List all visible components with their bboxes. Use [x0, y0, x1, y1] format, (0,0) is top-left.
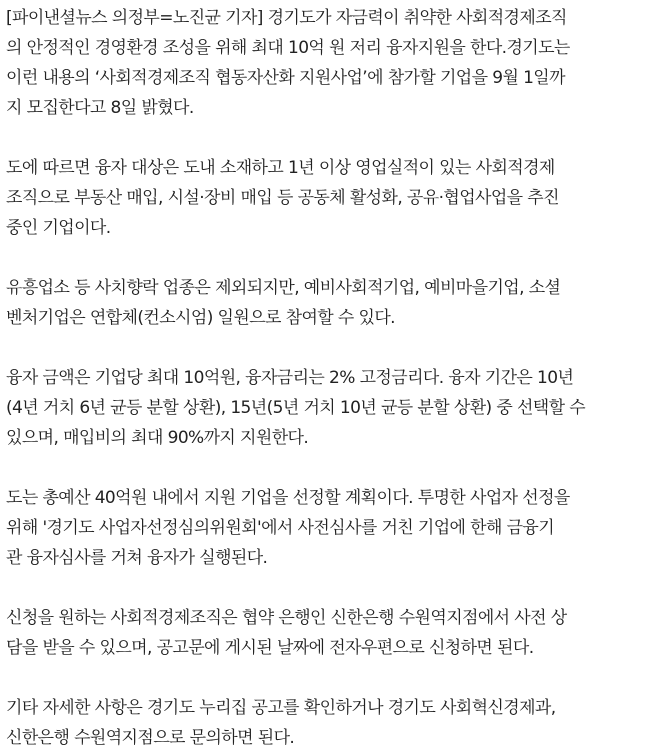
paragraph-loan-terms: [6, 363, 659, 453]
text-line: 이런 내용의 ‘사회적경제조직 협동자산화 지원사업’에 참가할 기업을 9월 1일까: [6, 68, 565, 88]
text-line: 의 안정적인 경영환경 조성을 위해 최대 10억 원 저리 융자지원을 한다.경기도는: [6, 38, 570, 58]
text-line: 도에 따르면 융자 대상은 도내 소재하고 1년 이상 영업실적이 있는 사회적경제: [6, 158, 555, 178]
text-line: 있으며, 매입비의 최대 90%까지 지원한다.: [6, 428, 309, 448]
text-line: 벤처기업은 연합체(컨소시엄) 일원으로 참여할 수 있다.: [6, 308, 395, 328]
text-line: 담을 받을 수 있으며, 공고문에 게시된 날짜에 전자우편으로 신청하면 된다.: [6, 638, 534, 658]
text-line: 중인 기업이다.: [6, 218, 111, 238]
text-line: 신청을 원하는 사회적경제조직은 협약 은행인 신한은행 수원역지점에서 사전 상: [6, 608, 567, 628]
text-line: 융자 금액은 기업당 최대 10억원, 융자금리는 2% 고정금리다. 융자 기간은 10년: [6, 368, 574, 388]
text-line: 신한은행 수원역지점으로 문의하면 된다.: [6, 728, 295, 748]
text-line: 관 융자심사를 거쳐 융자가 실행된다.: [6, 548, 268, 568]
paragraph-intro: [6, 3, 659, 123]
text-line: [파이낸셜뉴스 의정부=노진균 기자] 경기도가 자금력이 취약한 사회적경제조직: [6, 8, 567, 28]
paragraph-application: [6, 603, 659, 663]
text-line: 도는 총예산 40억원 내에서 지원 기업을 선정할 계획이다. 투명한 사업자 선정을: [6, 488, 570, 508]
paragraph-exclusions: [6, 273, 659, 333]
text-line: (4년 거치 6년 균등 분할 상환), 15년(5년 거치 10년 균등 분할 상환) 중 선택할 수: [6, 398, 586, 418]
text-line: 기타 자세한 사항은 경기도 누리집 공고를 확인하거나 경기도 사회혁신경제과,: [6, 698, 556, 718]
text-line: 위해 '경기도 사업자선정심의위원회'에서 사전심사를 거친 기업에 한해 금융기: [6, 518, 555, 538]
text-line: 지 모집한다고 8일 밝혔다.: [6, 98, 194, 118]
paragraph-budget: [6, 483, 659, 573]
paragraph-eligibility: [6, 153, 659, 243]
text-line: 조직으로 부동산 매입, 시설·장비 매입 등 공동체 활성화, 공유·협업사업을 추진: [6, 188, 559, 208]
paragraph-contact: [6, 693, 659, 753]
text-line: 유흥업소 등 사치향락 업종은 제외되지만, 예비사회적기업, 예비마을기업, 소셜: [6, 278, 561, 298]
